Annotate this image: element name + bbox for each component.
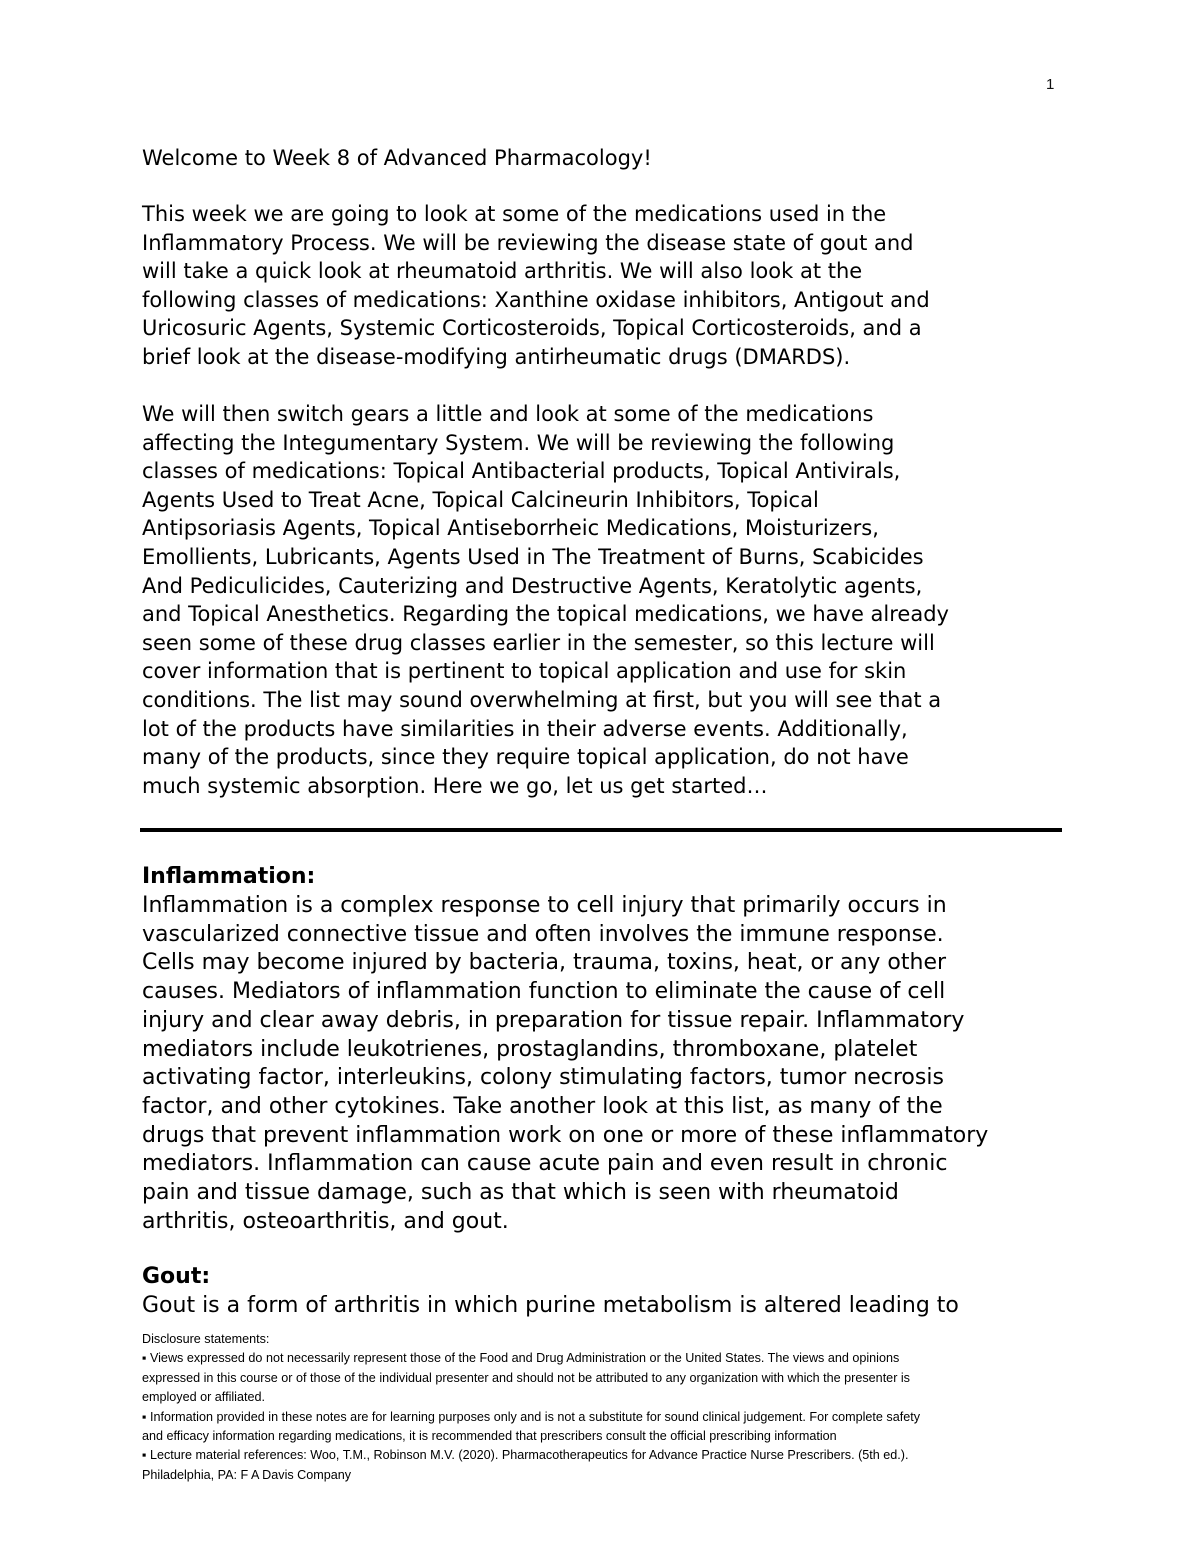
- text-line: Inflammation is a complex response to cell injury that primarily occurs in: [142, 893, 947, 918]
- text-line: Antipsoriasis Agents, Topical Antiseborrheic Medications, Moisturizers,: [142, 516, 879, 541]
- text-line: Cells may become injured by bacteria, trauma, toxins, heat, or any other: [142, 950, 947, 976]
- text-line: Agents Used to Treat Acne, Topical Calcineurin Inhibitors, Topical: [142, 487, 819, 512]
- text-line: brief look at the disease-modifying antirheumatic drugs (DMARDS).: [142, 344, 851, 369]
- text-line: and Topical Anesthetics. Regarding the topical medications, we have already: [142, 602, 949, 627]
- inflammation-section: [142, 862, 1082, 1236]
- disclosure-line: ▪ Lecture material references: Woo, T.M., Robinson M.V. (2020). Pharmacotherapeutics for Advance Practice Nurse Prescribers. (5th ed.).: [142, 1448, 909, 1463]
- text-line: Inflammatory Process. We will be reviewing the disease state of gout and: [142, 230, 914, 255]
- text-line: mediators include leukotrienes, prostaglandins, thromboxane, platelet: [142, 1036, 918, 1062]
- disclosure-line: Philadelphia, PA: F A Davis Company: [142, 1467, 352, 1482]
- welcome-text: Welcome to Week 8 of Advanced Pharmacology!: [142, 146, 652, 170]
- text-line: And Pediculicides, Cauterizing and Destructive Agents, Keratolytic agents,: [142, 573, 923, 598]
- text-line: drugs that prevent inflammation work on one or more of these inflammatory: [142, 1122, 989, 1148]
- text-line: classes of medications: Topical Antibacterial products, Topical Antivirals,: [142, 459, 901, 484]
- text-line: lot of the products have similarities in their adverse events. Additionally,: [142, 716, 908, 741]
- text-line: following classes of medications: Xanthine oxidase inhibitors, Antigout and: [142, 287, 930, 312]
- text-line: pain and tissue damage, such as that which is seen with rheumatoid: [142, 1180, 899, 1206]
- text-line: injury and clear away debris, in preparation for tissue repair. Inflammatory: [142, 1007, 965, 1033]
- intro-paragraph-2: [142, 400, 1072, 800]
- text-line: activating factor, interleukins, colony stimulating factors, tumor necrosis: [142, 1065, 944, 1091]
- page-number: 1: [1046, 76, 1055, 93]
- text-line: much systemic absorption. Here we go, let us get started…: [142, 773, 768, 798]
- disclosure-line: and efficacy information regarding medications, it is recommended that prescribers consult the official prescribing information: [142, 1429, 837, 1444]
- text-line: factor, and other cytokines. Take another look at this list, as many of the: [142, 1093, 943, 1119]
- section-divider: [140, 828, 1062, 832]
- disclosure-footnote: [142, 1330, 1062, 1485]
- disclosure-line: expressed in this course or of those of the individual presenter and should not be attributed to any organization with which the presenter is: [142, 1370, 910, 1385]
- gout-section: [142, 1262, 1082, 1321]
- text-line: arthritis, osteoarthritis, and gout.: [142, 1208, 509, 1234]
- text-line: affecting the Integumentary System. We will be reviewing the following: [142, 430, 895, 455]
- text-line: conditions. The list may sound overwhelming at first, but you will see that a: [142, 687, 942, 712]
- disclosure-line: Disclosure statements:: [142, 1332, 270, 1346]
- text-line: Uricosuric Agents, Systemic Corticosteroids, Topical Corticosteroids, and a: [142, 316, 922, 341]
- intro-paragraph-1: [142, 200, 1072, 372]
- text-line: This week we are going to look at some of the medications used in the: [142, 202, 887, 226]
- text-line: mediators. Inflammation can cause acute pain and even result in chronic: [142, 1151, 948, 1177]
- text-line: cover information that is pertinent to topical application and use for skin: [142, 659, 907, 684]
- text-line: Emollients, Lubricants, Agents Used in The Treatment of Burns, Scabicides: [142, 544, 924, 569]
- inflammation-heading: Inflammation:: [142, 864, 316, 889]
- inflammation-body: [142, 892, 1082, 1236]
- text-line: vascularized connective tissue and often involves the immune response.: [142, 921, 944, 947]
- disclosure-line: ▪ Views expressed do not necessarily represent those of the Food and Drug Administration or the United States. The views and opinions: [142, 1351, 900, 1366]
- text-line: We will then switch gears a little and look at some of the medications: [142, 402, 874, 426]
- disclosure-line: ▪ Information provided in these notes are for learning purposes only and is not a substitute for sound clinical judgement. For complete safety: [142, 1409, 921, 1424]
- text-line: many of the products, since they require topical application, do not have: [142, 745, 909, 770]
- text-line: seen some of these drug classes earlier in the semester, so this lecture will: [142, 630, 935, 655]
- gout-heading: Gout:: [142, 1264, 211, 1289]
- text-line: causes. Mediators of inflammation function to eliminate the cause of cell: [142, 979, 946, 1005]
- gout-body: [142, 1292, 1082, 1321]
- welcome-line: [142, 144, 1072, 173]
- disclosure-line: employed or affiliated.: [142, 1390, 265, 1405]
- text-line: will take a quick look at rheumatoid arthritis. We will also look at the: [142, 259, 863, 284]
- text-line: Gout is a form of arthritis in which purine metabolism is altered leading to: [142, 1293, 959, 1318]
